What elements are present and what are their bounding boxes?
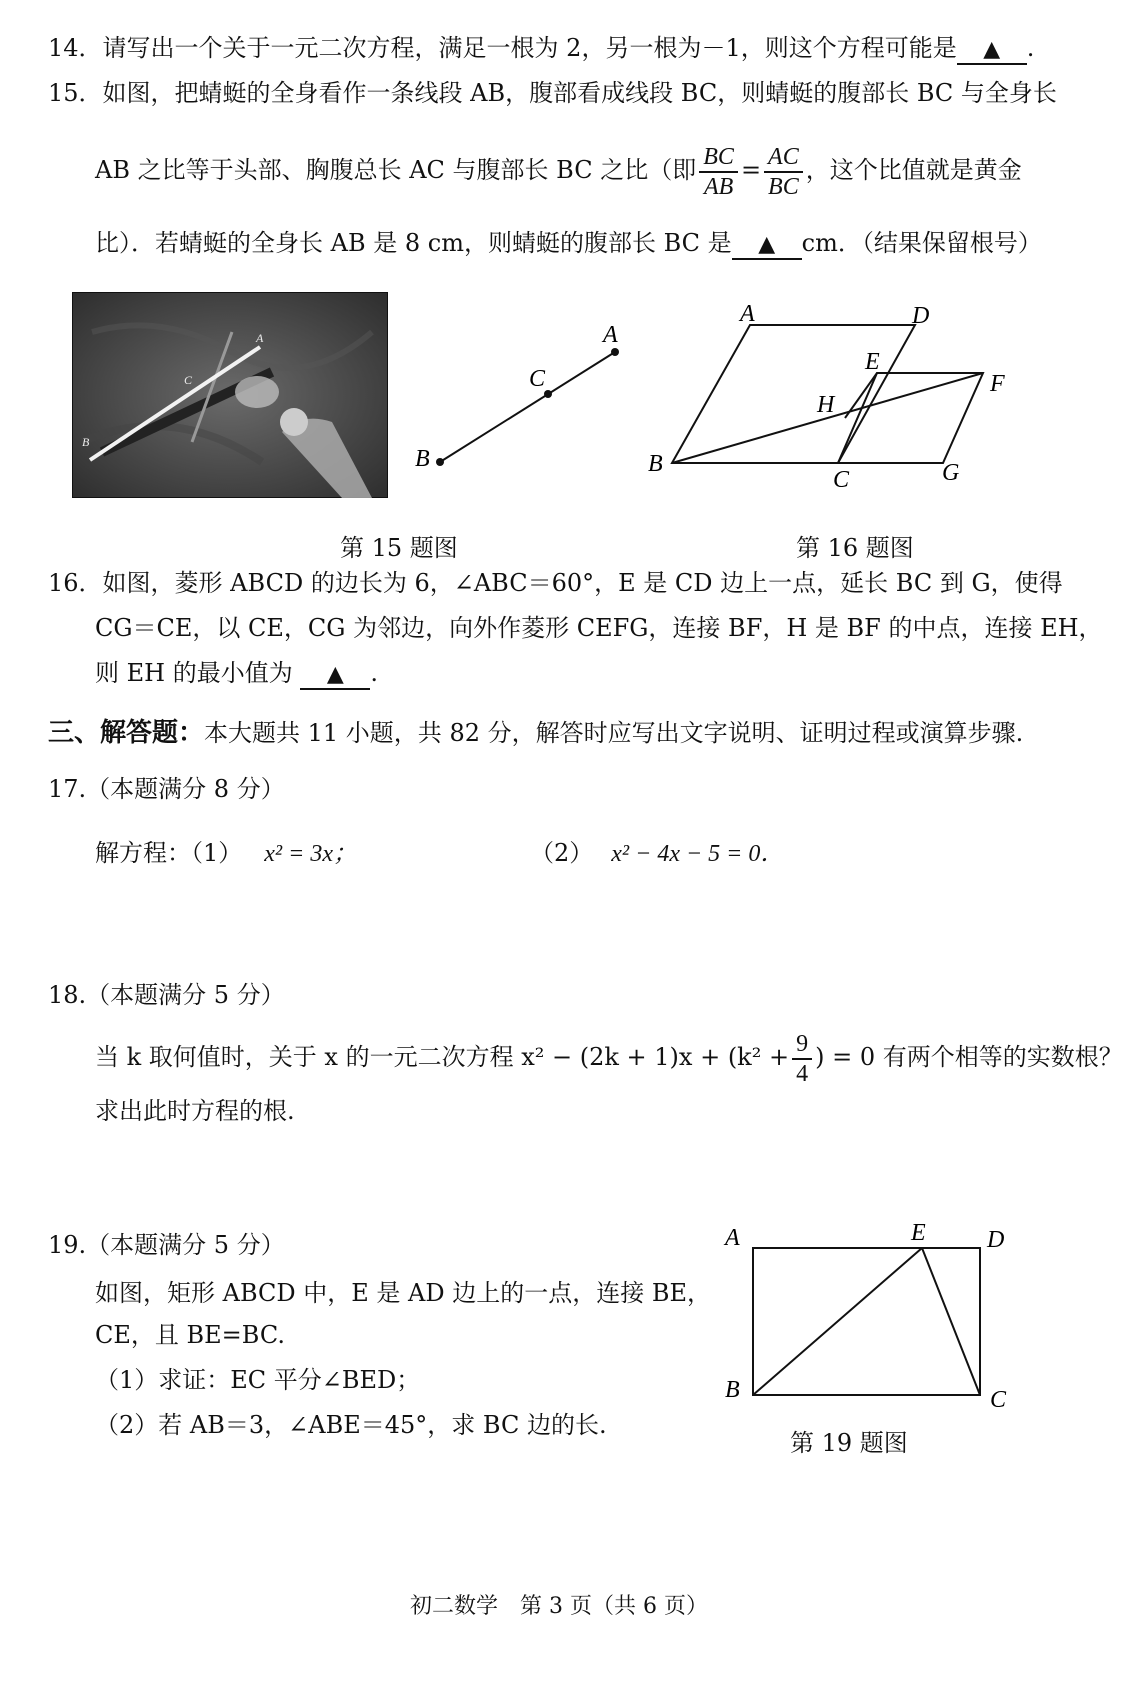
q18-fraction: [792, 1030, 812, 1088]
label-d: D: [912, 303, 930, 329]
rhombus-cefg: [838, 373, 983, 463]
q19-header: 19.（本题满分 5 分）: [48, 1231, 285, 1259]
section3-title: 三、解答题：: [48, 718, 205, 748]
q14-end: .: [1026, 34, 1035, 62]
q14-number: 14．: [48, 34, 103, 62]
label-b: B: [415, 446, 430, 472]
q18-line2: 求出此时方程的根.: [95, 1097, 295, 1125]
q16-line1: [48, 568, 1063, 598]
label-a: A: [725, 1225, 740, 1251]
q15-number: 15．: [48, 79, 103, 107]
q14-text: 请写出一个关于一元二次方程，满足一根为 2，另一根为－1，则这个方程可能是: [102, 34, 957, 62]
q16-text-1: 如图，菱形 ABCD 的边长为 6，∠ABC＝60°，E 是 CD 边上一点，延长 BC 到 G，使得: [102, 569, 1063, 597]
label-c: C: [833, 467, 850, 493]
label-b: B: [648, 451, 663, 477]
q15-caption: 第 15 题图: [340, 534, 458, 562]
q16-line3: [95, 658, 378, 690]
q16-text-2: CG＝CE，以 CE，CG 为邻边，向外作菱形 CEFG，连接 BF，H 是 BF 的中点，连接 EH，: [95, 614, 1103, 642]
q17-equation-1: x² = 3x；: [264, 841, 357, 867]
q15-fraction-2: [764, 143, 803, 201]
fraction-denominator: AB: [703, 173, 734, 200]
q16-line2: [95, 613, 1103, 643]
section3-desc: 本大题共 11 小题，共 82 分，解答时应写出文字说明、证明过程或演算步骤.: [204, 719, 1024, 747]
q14: [48, 33, 1034, 65]
fraction-denominator: 4: [796, 1060, 809, 1087]
segment-diagram: [405, 310, 635, 480]
rhombus-abcd: [672, 325, 915, 463]
q15-text-3b: cm．（结果保留根号）: [801, 229, 1042, 257]
q14-answer-blank: ▲: [957, 37, 1027, 65]
segment-ab: [440, 352, 615, 462]
q16-caption: 第 16 题图: [796, 534, 914, 562]
label-c: C: [529, 366, 546, 392]
photo-label-b: B: [82, 435, 90, 449]
q18-text-1: 当 k 取何值时，关于 x 的一元二次方程 x² − (2k + 1)x + (k² +: [95, 1043, 790, 1071]
section3-heading: [48, 718, 1023, 748]
q16-number: 16．: [48, 569, 103, 597]
label-e: E: [911, 1220, 926, 1246]
q15-fraction-1: [699, 143, 738, 201]
page-footer: 初二数学 第 3 页（共 6 页）: [410, 1594, 708, 1619]
q19-part1: （1）求证：EC 平分∠BED；: [95, 1366, 421, 1394]
q15-line2: [95, 140, 1022, 201]
photo-label-c: C: [184, 373, 193, 387]
fraction-denominator: BC: [768, 173, 799, 200]
q18-header: 18.（本题满分 5 分）: [48, 981, 285, 1009]
label-e: E: [865, 349, 880, 375]
q15-text-2: AB 之比等于头部、胸腹总长 AC 与腹部长 BC 之比（即: [95, 156, 697, 184]
label-d: D: [987, 1227, 1005, 1253]
q15-text-3: 比）．若蜻蜓的全身长 AB 是 8 cm，则蜻蜓的腹部长 BC 是: [95, 229, 732, 257]
rectangle-diagram: [715, 1215, 1045, 1415]
q18-line1: [95, 1025, 1123, 1089]
q15-answer-blank: ▲: [732, 232, 802, 260]
q16-answer-blank: ▲: [300, 662, 370, 690]
fraction-numerator: 9: [792, 1030, 812, 1060]
q17-body: [95, 838, 357, 869]
q19-line2: CE，且 BE=BC.: [95, 1321, 285, 1349]
q16-text-3: 则 EH 的最小值为: [95, 659, 293, 687]
q18-text-1b: ) = 0 有两个相等的实数根？: [815, 1043, 1123, 1071]
point-b: [436, 458, 444, 466]
dragonfly-photo: [72, 292, 388, 498]
segment-be: [753, 1248, 922, 1395]
label-f: F: [990, 371, 1005, 397]
q17-header: 17.（本题满分 8 分）: [48, 775, 285, 803]
label-b: B: [725, 1377, 740, 1403]
segment-ce: [922, 1248, 980, 1395]
q17-part2: [530, 838, 784, 869]
label-a: A: [603, 322, 618, 348]
rectangle-abcd: [753, 1248, 980, 1395]
segment-bf: [672, 373, 983, 463]
q17-equation-2: x² − 4x − 5 = 0．: [611, 841, 785, 867]
q17-label: 解方程：（1）: [95, 839, 243, 867]
q17-part2-label: （2）: [530, 839, 594, 867]
q15-line1: [48, 78, 1057, 108]
q15-text-1: 如图，把蜻蜓的全身看作一条线段 AB，腹部看成线段 BC，则蜻蜓的腹部长 BC 与全身长: [102, 79, 1057, 107]
label-h: H: [817, 392, 835, 418]
q15-equals: =: [740, 156, 762, 184]
q16-end: .: [370, 659, 378, 687]
label-g: G: [942, 460, 960, 486]
fraction-numerator: BC: [699, 143, 738, 173]
rhombus-diagram: [640, 295, 1040, 495]
q19-caption: 第 19 题图: [790, 1429, 908, 1457]
q19-part2: （2）若 AB＝3，∠ABE＝45°，求 BC 边的长.: [95, 1411, 607, 1439]
q15-text-2b: ，这个比值就是黄金: [805, 156, 1022, 184]
q15-line3: [95, 228, 1042, 260]
label-c: C: [990, 1387, 1007, 1413]
point-a: [611, 348, 619, 356]
label-a: A: [740, 301, 755, 327]
fraction-numerator: AC: [764, 143, 803, 173]
point-c: [544, 390, 552, 398]
photo-label-a: A: [256, 331, 264, 345]
q19-line1: 如图，矩形 ABCD 中，E 是 AD 边上的一点，连接 BE，: [95, 1279, 712, 1307]
